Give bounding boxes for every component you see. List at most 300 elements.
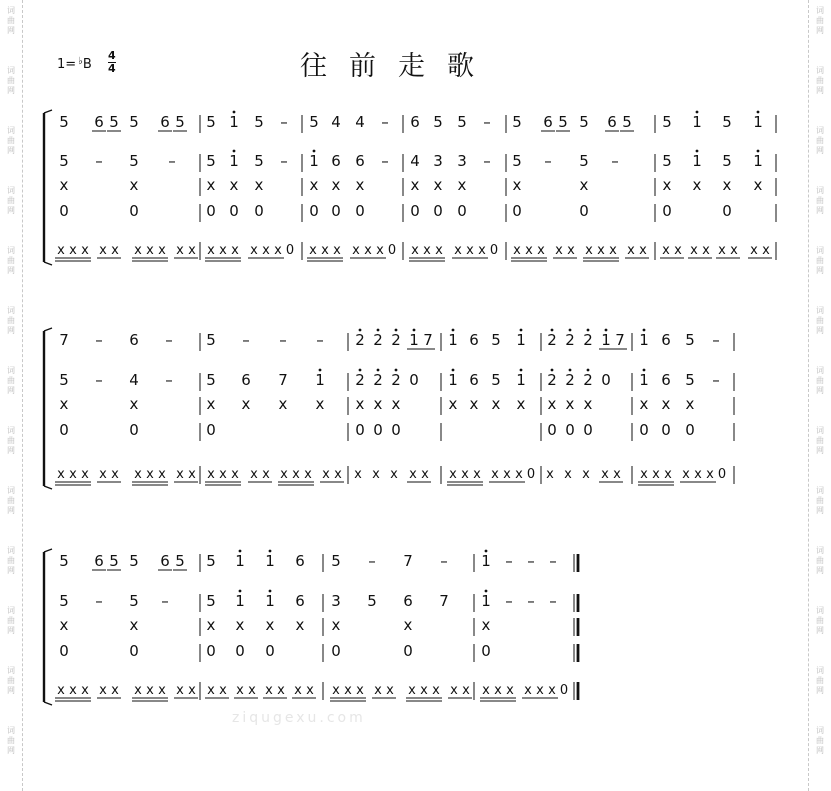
percussion-note: x bbox=[176, 243, 184, 258]
percussion-note: x bbox=[134, 683, 142, 698]
percussion-note: x bbox=[355, 176, 365, 194]
note-digit: 5 bbox=[722, 152, 732, 170]
high-octave-dot bbox=[551, 369, 554, 372]
percussion-note: x bbox=[567, 243, 575, 258]
watermark-glyph: 曲 bbox=[816, 16, 824, 25]
note-digit: 5 bbox=[206, 592, 216, 610]
percussion-note: x bbox=[81, 683, 89, 698]
rest-note: 0 bbox=[355, 421, 365, 439]
percussion-note: x bbox=[176, 683, 184, 698]
note-digit: 2 bbox=[391, 371, 401, 389]
high-octave-dot bbox=[452, 329, 455, 332]
percussion-note: x bbox=[613, 467, 621, 482]
watermark-glyph: 网 bbox=[7, 206, 15, 215]
percussion-note: x bbox=[158, 683, 166, 698]
percussion-note: x bbox=[718, 243, 726, 258]
watermark-glyph: 词 bbox=[816, 426, 824, 435]
watermark-glyph: 词 bbox=[7, 6, 15, 15]
rest-note: 0 bbox=[59, 202, 69, 220]
note-digit: 4 bbox=[331, 113, 341, 131]
watermark-glyph: 曲 bbox=[816, 436, 824, 445]
percussion-note: x bbox=[306, 683, 314, 698]
note-digit: 5 bbox=[129, 152, 139, 170]
note-digit: 1 bbox=[235, 592, 245, 610]
percussion-note: x bbox=[548, 683, 556, 698]
dash-sustain: – bbox=[440, 552, 448, 570]
percussion-note: x bbox=[356, 683, 364, 698]
percussion-note: x bbox=[57, 243, 65, 258]
watermark-glyph: 词 bbox=[7, 546, 15, 555]
note-digit: 2 bbox=[565, 331, 575, 349]
percussion-note: x bbox=[111, 243, 119, 258]
watermark-glyph: 曲 bbox=[816, 736, 824, 745]
note-digit: 5 bbox=[59, 371, 69, 389]
note-digit: 7 bbox=[59, 331, 69, 349]
watermark-glyph: 曲 bbox=[816, 196, 824, 205]
note-digit: 2 bbox=[583, 371, 593, 389]
note-digit: 5 bbox=[59, 552, 69, 570]
note-digit: 5 bbox=[662, 152, 672, 170]
percussion-note: x bbox=[219, 683, 227, 698]
note-digit: 6 bbox=[129, 331, 139, 349]
rest-note: 0 bbox=[559, 683, 569, 698]
note-digit: 6 bbox=[410, 113, 420, 131]
note-digit: 1 bbox=[265, 552, 275, 570]
rest-note: 0 bbox=[565, 421, 575, 439]
note-digit: 5 bbox=[685, 331, 695, 349]
rest-note: 0 bbox=[331, 202, 341, 220]
watermark-glyph: 词 bbox=[7, 306, 15, 315]
high-octave-dot bbox=[377, 369, 380, 372]
note-digit: 2 bbox=[565, 371, 575, 389]
percussion-note: x bbox=[409, 467, 417, 482]
note-digit: 1 bbox=[692, 152, 702, 170]
note-digit: 1 bbox=[692, 113, 702, 131]
percussion-note: x bbox=[99, 243, 107, 258]
time-signature-bottom: 4 bbox=[108, 62, 116, 75]
percussion-note: x bbox=[435, 243, 443, 258]
watermark-glyph: 网 bbox=[7, 626, 15, 635]
watermark-glyph: 曲 bbox=[7, 136, 15, 145]
note-digit: 5 bbox=[206, 331, 216, 349]
watermark-glyph: 曲 bbox=[7, 316, 15, 325]
dash-sustain: – bbox=[505, 552, 513, 570]
rest-note: 0 bbox=[285, 243, 295, 258]
percussion-note: x bbox=[473, 467, 481, 482]
dash-sustain: – bbox=[95, 152, 103, 170]
percussion-note: x bbox=[57, 467, 65, 482]
percussion-note: x bbox=[280, 467, 288, 482]
rest-note: 0 bbox=[206, 642, 216, 660]
percussion-note: x bbox=[262, 243, 270, 258]
watermark-glyph: 词 bbox=[7, 606, 15, 615]
note-digit: 6 bbox=[607, 113, 617, 131]
note-digit: 6 bbox=[160, 113, 170, 131]
percussion-note: x bbox=[762, 243, 770, 258]
note-digit: 5 bbox=[579, 152, 589, 170]
watermark-glyph: 词 bbox=[816, 306, 824, 315]
watermark-glyph: 词 bbox=[7, 366, 15, 375]
percussion-note: x bbox=[331, 176, 341, 194]
note-digit: 5 bbox=[512, 152, 522, 170]
percussion-note: x bbox=[722, 176, 732, 194]
note-digit: 1 bbox=[448, 331, 458, 349]
percussion-note: x bbox=[432, 683, 440, 698]
note-digit: 3 bbox=[331, 592, 341, 610]
watermark-glyph: 词 bbox=[816, 366, 824, 375]
note-digit: 2 bbox=[583, 331, 593, 349]
percussion-note: x bbox=[69, 243, 77, 258]
rest-note: 0 bbox=[583, 421, 593, 439]
percussion-note: x bbox=[481, 616, 491, 634]
note-digit: 1 bbox=[481, 592, 491, 610]
key-prefix: 1= bbox=[57, 57, 77, 72]
rest-note: 0 bbox=[387, 243, 397, 258]
watermark-glyph: 词 bbox=[816, 606, 824, 615]
watermark-glyph: 曲 bbox=[7, 616, 15, 625]
percussion-note: x bbox=[706, 467, 714, 482]
dash-sustain: – bbox=[483, 113, 491, 131]
note-digit: 2 bbox=[547, 331, 557, 349]
high-octave-dot bbox=[520, 329, 523, 332]
high-octave-dot bbox=[269, 550, 272, 553]
percussion-note: x bbox=[537, 243, 545, 258]
note-digit: 5 bbox=[512, 113, 522, 131]
watermark-glyph: 曲 bbox=[816, 376, 824, 385]
watermark-glyph: 曲 bbox=[7, 436, 15, 445]
percussion-note: x bbox=[597, 243, 605, 258]
watermark-glyph: 网 bbox=[816, 686, 824, 695]
note-digit: 5 bbox=[109, 552, 119, 570]
rest-note: 0 bbox=[129, 202, 139, 220]
note-digit: 1 bbox=[481, 552, 491, 570]
note-digit: 2 bbox=[373, 331, 383, 349]
watermark-glyph: 网 bbox=[816, 86, 824, 95]
percussion-note: x bbox=[231, 467, 239, 482]
watermark-glyph: 网 bbox=[7, 326, 15, 335]
percussion-note: x bbox=[652, 467, 660, 482]
percussion-note: x bbox=[241, 395, 251, 413]
note-digit: 1 bbox=[409, 331, 419, 349]
percussion-note: x bbox=[448, 395, 458, 413]
percussion-note: x bbox=[309, 243, 317, 258]
rest-note: 0 bbox=[59, 642, 69, 660]
percussion-note: x bbox=[640, 467, 648, 482]
dash-sustain: – bbox=[381, 152, 389, 170]
percussion-note: x bbox=[503, 467, 511, 482]
percussion-note: x bbox=[158, 243, 166, 258]
rest-note: 0 bbox=[129, 421, 139, 439]
watermark-glyph: 词 bbox=[7, 726, 15, 735]
note-digit: 4 bbox=[129, 371, 139, 389]
watermark-glyph: 曲 bbox=[7, 496, 15, 505]
watermark-glyph: 网 bbox=[816, 506, 824, 515]
rest-note: 0 bbox=[685, 421, 695, 439]
note-digit: 5 bbox=[59, 152, 69, 170]
watermark-glyph: 曲 bbox=[816, 136, 824, 145]
percussion-note: x bbox=[461, 467, 469, 482]
dash-sustain: – bbox=[712, 371, 720, 389]
percussion-note: x bbox=[129, 176, 139, 194]
note-digit: 2 bbox=[355, 371, 365, 389]
watermark-glyph: 词 bbox=[816, 66, 824, 75]
percussion-note: x bbox=[494, 683, 502, 698]
high-octave-dot bbox=[319, 369, 322, 372]
watermark-glyph: 词 bbox=[816, 6, 824, 15]
percussion-note: x bbox=[536, 683, 544, 698]
rest-note: 0 bbox=[403, 642, 413, 660]
rest-note: 0 bbox=[229, 202, 239, 220]
percussion-note: x bbox=[59, 395, 69, 413]
percussion-note: x bbox=[512, 176, 522, 194]
percussion-note: x bbox=[391, 395, 401, 413]
percussion-note: x bbox=[69, 683, 77, 698]
watermark-glyph: 网 bbox=[7, 506, 15, 515]
note-digit: 3 bbox=[457, 152, 467, 170]
percussion-note: x bbox=[454, 243, 462, 258]
high-octave-dot bbox=[233, 111, 236, 114]
percussion-note: x bbox=[134, 243, 142, 258]
dash-sustain: – bbox=[611, 152, 619, 170]
note-digit: 1 bbox=[229, 152, 239, 170]
percussion-note: x bbox=[146, 683, 154, 698]
rest-note: 0 bbox=[579, 202, 589, 220]
note-digit: 6 bbox=[469, 331, 479, 349]
note-digit: 1 bbox=[265, 592, 275, 610]
percussion-note: x bbox=[449, 467, 457, 482]
percussion-note: x bbox=[111, 467, 119, 482]
watermark-glyph: 网 bbox=[7, 86, 15, 95]
note-digit: 1 bbox=[639, 371, 649, 389]
high-octave-dot bbox=[395, 369, 398, 372]
watermark-glyph: 网 bbox=[816, 326, 824, 335]
percussion-note: x bbox=[344, 683, 352, 698]
percussion-note: x bbox=[352, 243, 360, 258]
dash-sustain: – bbox=[381, 113, 389, 131]
percussion-note: x bbox=[627, 243, 635, 258]
percussion-note: x bbox=[674, 243, 682, 258]
watermark-glyph: 网 bbox=[816, 26, 824, 35]
note-digit: 1 bbox=[753, 113, 763, 131]
watermark-glyph: 网 bbox=[7, 566, 15, 575]
watermark-glyph: 词 bbox=[7, 246, 15, 255]
watermark-glyph: 词 bbox=[816, 726, 824, 735]
watermark-glyph: 网 bbox=[816, 446, 824, 455]
note-digit: 4 bbox=[355, 113, 365, 131]
percussion-note: x bbox=[207, 243, 215, 258]
percussion-note: x bbox=[664, 467, 672, 482]
dash-sustain: – bbox=[505, 592, 513, 610]
high-octave-dot bbox=[413, 329, 416, 332]
high-octave-dot bbox=[377, 329, 380, 332]
rest-note: 0 bbox=[457, 202, 467, 220]
note-digit: 7 bbox=[615, 331, 625, 349]
high-octave-dot bbox=[239, 590, 242, 593]
high-octave-dot bbox=[696, 111, 699, 114]
watermark-glyph: 词 bbox=[7, 126, 15, 135]
watermark-glyph: 网 bbox=[816, 266, 824, 275]
note-digit: 1 bbox=[753, 152, 763, 170]
percussion-note: x bbox=[410, 176, 420, 194]
high-octave-dot bbox=[239, 550, 242, 553]
dash-sustain: – bbox=[165, 371, 173, 389]
rest-note: 0 bbox=[206, 421, 216, 439]
percussion-note: x bbox=[333, 243, 341, 258]
rest-note: 0 bbox=[717, 467, 727, 482]
percussion-note: x bbox=[547, 395, 557, 413]
percussion-note: x bbox=[466, 243, 474, 258]
note-digit: 5 bbox=[491, 371, 501, 389]
note-digit: 7 bbox=[439, 592, 449, 610]
percussion-note: x bbox=[129, 616, 139, 634]
dash-sustain: – bbox=[95, 592, 103, 610]
note-digit: 1 bbox=[229, 113, 239, 131]
dash-sustain: – bbox=[527, 552, 535, 570]
dash-sustain: – bbox=[483, 152, 491, 170]
note-digit: 1 bbox=[639, 331, 649, 349]
percussion-note: x bbox=[411, 243, 419, 258]
system-bracket-cap bbox=[44, 110, 52, 113]
note-digit: 6 bbox=[331, 152, 341, 170]
note-digit: 5 bbox=[491, 331, 501, 349]
percussion-note: x bbox=[386, 683, 394, 698]
percussion-note: x bbox=[555, 243, 563, 258]
note-digit: 5 bbox=[622, 113, 632, 131]
percussion-note: x bbox=[188, 243, 196, 258]
percussion-note: x bbox=[292, 467, 300, 482]
note-digit: 6 bbox=[543, 113, 553, 131]
high-octave-dot bbox=[233, 150, 236, 153]
watermark-glyph: 曲 bbox=[7, 676, 15, 685]
percussion-note: x bbox=[390, 467, 398, 482]
percussion-note: x bbox=[372, 467, 380, 482]
percussion-note: x bbox=[250, 243, 258, 258]
watermark-glyph: 网 bbox=[7, 446, 15, 455]
rest-note: 0 bbox=[410, 202, 420, 220]
note-digit: 6 bbox=[160, 552, 170, 570]
high-octave-dot bbox=[359, 329, 362, 332]
percussion-note: x bbox=[265, 616, 275, 634]
percussion-note: x bbox=[373, 395, 383, 413]
percussion-note: x bbox=[59, 176, 69, 194]
rest-note: 0 bbox=[661, 421, 671, 439]
note-digit: 6 bbox=[355, 152, 365, 170]
watermark-glyph: 词 bbox=[816, 246, 824, 255]
high-octave-dot bbox=[485, 550, 488, 553]
note-digit: 1 bbox=[601, 331, 611, 349]
percussion-note: x bbox=[294, 683, 302, 698]
watermark-glyph: 网 bbox=[816, 746, 824, 755]
rest-note: 0 bbox=[206, 202, 216, 220]
high-octave-dot bbox=[395, 329, 398, 332]
percussion-note: x bbox=[304, 467, 312, 482]
watermark-glyph: 词 bbox=[7, 486, 15, 495]
note-digit: 1 bbox=[235, 552, 245, 570]
note-digit: 5 bbox=[175, 113, 185, 131]
percussion-note: x bbox=[408, 683, 416, 698]
percussion-note: x bbox=[685, 395, 695, 413]
watermark-glyph: 曲 bbox=[816, 616, 824, 625]
note-digit: 5 bbox=[175, 552, 185, 570]
percussion-note: x bbox=[332, 683, 340, 698]
watermark-glyph: 词 bbox=[816, 486, 824, 495]
watermark-glyph: 曲 bbox=[7, 256, 15, 265]
percussion-note: x bbox=[525, 243, 533, 258]
dash-sustain: – bbox=[161, 592, 169, 610]
percussion-note: x bbox=[146, 243, 154, 258]
note-digit: 5 bbox=[722, 113, 732, 131]
note-digit: 5 bbox=[309, 113, 319, 131]
percussion-note: x bbox=[462, 683, 470, 698]
note-digit: 6 bbox=[403, 592, 413, 610]
percussion-note: x bbox=[585, 243, 593, 258]
rest-note: 0 bbox=[601, 371, 611, 389]
percussion-note: x bbox=[265, 683, 273, 698]
percussion-note: x bbox=[515, 467, 523, 482]
percussion-note: x bbox=[334, 467, 342, 482]
percussion-note: x bbox=[81, 243, 89, 258]
high-octave-dot bbox=[757, 111, 760, 114]
rest-note: 0 bbox=[331, 642, 341, 660]
watermark-glyph: 曲 bbox=[7, 376, 15, 385]
note-digit: 6 bbox=[241, 371, 251, 389]
high-octave-dot bbox=[643, 329, 646, 332]
watermark-glyph: 曲 bbox=[7, 16, 15, 25]
percussion-note: x bbox=[564, 467, 572, 482]
percussion-note: x bbox=[158, 467, 166, 482]
note-digit: 5 bbox=[59, 113, 69, 131]
dash-sustain: – bbox=[712, 331, 720, 349]
high-octave-dot bbox=[605, 329, 608, 332]
watermark-glyph: 词 bbox=[816, 666, 824, 675]
percussion-note: x bbox=[250, 467, 258, 482]
percussion-note: x bbox=[219, 467, 227, 482]
percussion-note: x bbox=[469, 395, 479, 413]
system-bracket-cap bbox=[44, 262, 52, 265]
rest-note: 0 bbox=[129, 642, 139, 660]
watermark-glyph: 网 bbox=[7, 686, 15, 695]
high-octave-dot bbox=[643, 369, 646, 372]
percussion-note: x bbox=[309, 176, 319, 194]
percussion-note: x bbox=[254, 176, 264, 194]
high-octave-dot bbox=[757, 150, 760, 153]
rest-note: 0 bbox=[526, 467, 536, 482]
percussion-note: x bbox=[354, 467, 362, 482]
high-octave-dot bbox=[452, 369, 455, 372]
watermark-glyph: 网 bbox=[816, 566, 824, 575]
note-digit: 5 bbox=[206, 552, 216, 570]
percussion-note: x bbox=[207, 467, 215, 482]
percussion-note: x bbox=[374, 683, 382, 698]
note-digit: 2 bbox=[547, 371, 557, 389]
percussion-note: x bbox=[750, 243, 758, 258]
note-digit: 5 bbox=[579, 113, 589, 131]
dash-sustain: – bbox=[280, 113, 288, 131]
high-octave-dot bbox=[485, 590, 488, 593]
dash-sustain: – bbox=[168, 152, 176, 170]
rest-note: 0 bbox=[722, 202, 732, 220]
percussion-note: x bbox=[295, 616, 305, 634]
percussion-note: x bbox=[355, 395, 365, 413]
percussion-note: x bbox=[99, 683, 107, 698]
note-digit: 7 bbox=[403, 552, 413, 570]
system-bracket-cap bbox=[44, 328, 52, 331]
high-octave-dot bbox=[359, 369, 362, 372]
watermark-glyph: 曲 bbox=[7, 556, 15, 565]
watermark-glyph: 词 bbox=[7, 666, 15, 675]
percussion-note: x bbox=[81, 467, 89, 482]
high-octave-dot bbox=[551, 329, 554, 332]
